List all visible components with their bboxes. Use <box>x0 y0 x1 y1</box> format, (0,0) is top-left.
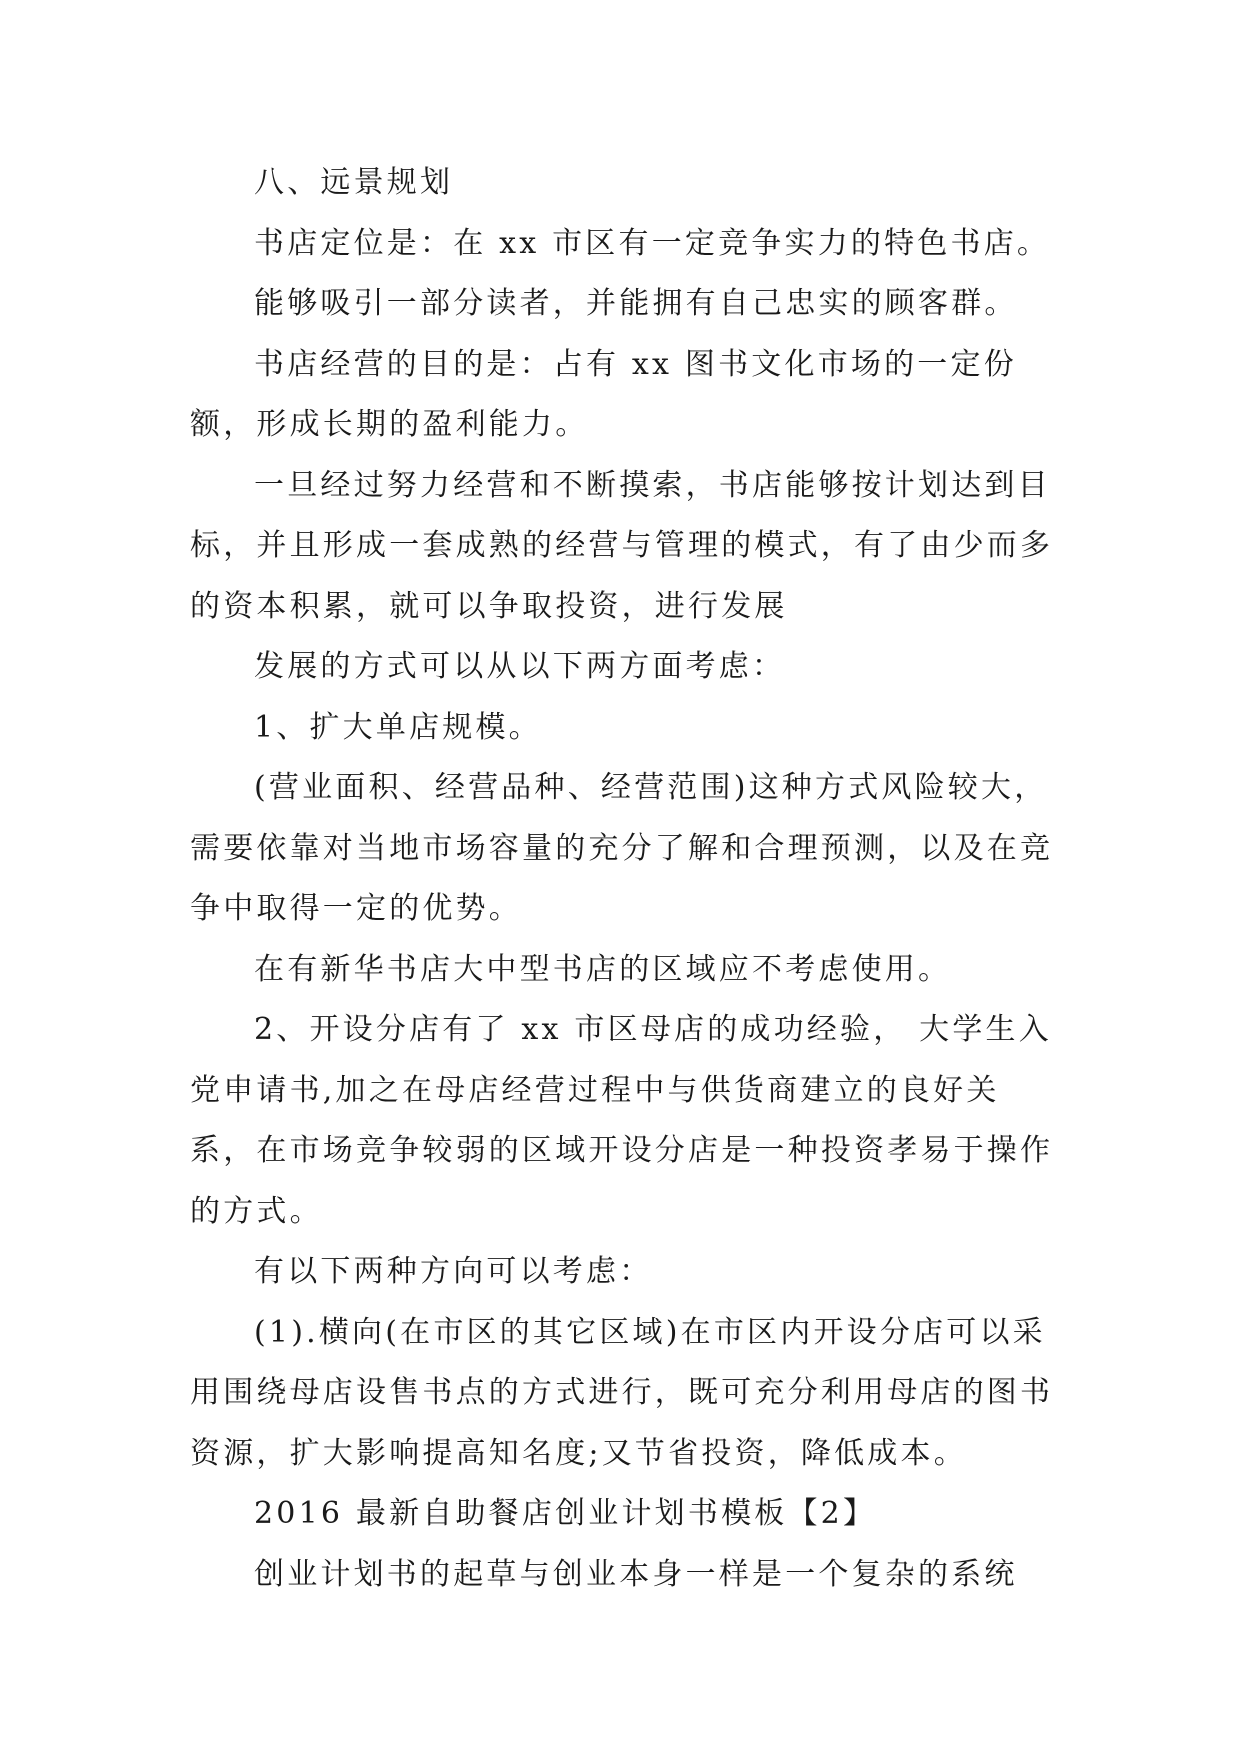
paragraph: 在有新华书店大中型书店的区域应不考虑使用。 <box>254 951 952 987</box>
paragraph: 能够吸引一部分读者，并能拥有自己忠实的顾客群。 <box>254 286 1018 321</box>
list-item: 1、扩大单店规模。 <box>254 709 542 745</box>
paragraph: 有以下两种方向可以考虑： <box>254 1254 653 1289</box>
paragraph: 发展的方式可以从以下两方面考虑： <box>254 649 786 684</box>
paragraph: 书店经营的目的是：占有 xx 图书文化市场的一定份额，形成长期的盈利能力。 <box>190 346 1017 442</box>
paragraph: 一旦经过努力经营和不断摸索，书店能够按计划达到目标，并且形成一套成熟的经营与管理的模式，有了由少而多的资本积累，就可以争取投资，进行发展 <box>190 467 1054 624</box>
document-body <box>190 153 1060 1605</box>
list-item: 2、开设分店有了 xx 市区母店的成功经验， 大学生入党申请书,加之在母店经营过程中与供货商建立的良好关系，在市场竞争较弱的区域开设分店是一种投资孝易于操作的方式。 <box>190 1012 1054 1229</box>
section-heading: 八、远景规划 <box>254 165 454 200</box>
paragraph: (营业面积、经营品种、经营范围)这种方式风险较大，需要依靠对当地市场容量的充分了解和合理预测，以及在竞争中取得一定的优势。 <box>190 770 1054 926</box>
paragraph: 创业计划书的起草与创业本身一样是一个复杂的系统 <box>254 1556 1018 1592</box>
paragraph: 书店定位是：在 xx 市区有一定竞争实力的特色书店。 <box>254 225 1051 261</box>
list-item: (1).横向(在市区的其它区域)在市区内开设分店可以采用围绕母店设售书点的方式进行，既可充分利用母店的图书资源，扩大影响提高知名度;又节省投资，降低成本。 <box>190 1314 1054 1471</box>
section-title: 2016 最新自助餐店创业计划书模板【2】 <box>254 1496 877 1531</box>
